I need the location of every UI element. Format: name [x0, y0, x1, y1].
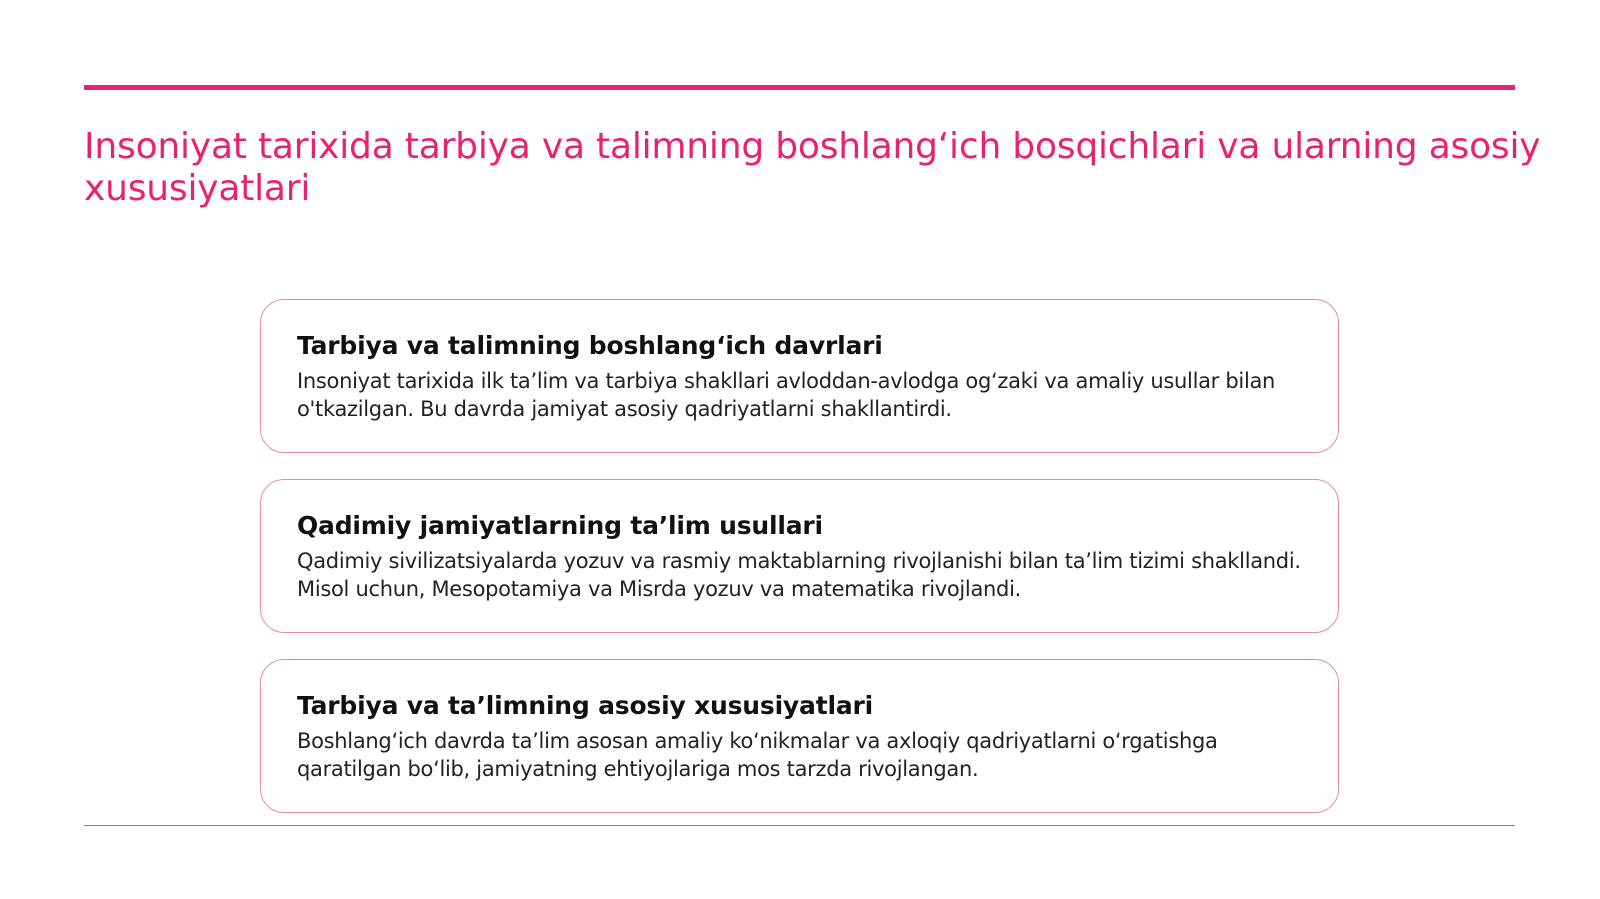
info-card [260, 479, 1339, 633]
bottom-divider [84, 825, 1515, 826]
card-heading: Qadimiy jamiyatlarning ta’lim usullari [297, 511, 823, 540]
card-body: Qadimiy sivilizatsiyalarda yozuv va rasmiy maktablarning rivojlanishi bilan ta’lim tizimi shakllandi. Misol uchun, Mesopotamiya va Misrda yozuv va matematika rivojlandi. [297, 549, 1301, 601]
card-body: Insoniyat tarixida ilk ta’lim va tarbiya shakllari avloddan-avlodga og‘zaki va amaliy usullar bilan o'tkazilgan. Bu davrda jamiyat asosiy qadriyatlarni shakllantirdi. [297, 369, 1276, 421]
card-body: Boshlang‘ich davrda ta’lim asosan amaliy ko‘nikmalar va axloqiy qadriyatlarni o‘rgatishga qaratilgan bo‘lib, jamiyatning ehtiyojlariga mos tarzda rivojlangan. [297, 729, 1218, 781]
top-accent-rule [84, 85, 1515, 90]
info-card [260, 659, 1339, 813]
slide-title: Insoniyat tarixida tarbiya va talimning boshlang‘ich bosqichlari va ularning asosiy xususiyatlari [84, 126, 1541, 209]
card-heading: Tarbiya va talimning boshlang‘ich davrlari [297, 331, 883, 360]
info-card [260, 299, 1339, 453]
card-heading: Tarbiya va ta’limning asosiy xususiyatlari [297, 691, 873, 720]
